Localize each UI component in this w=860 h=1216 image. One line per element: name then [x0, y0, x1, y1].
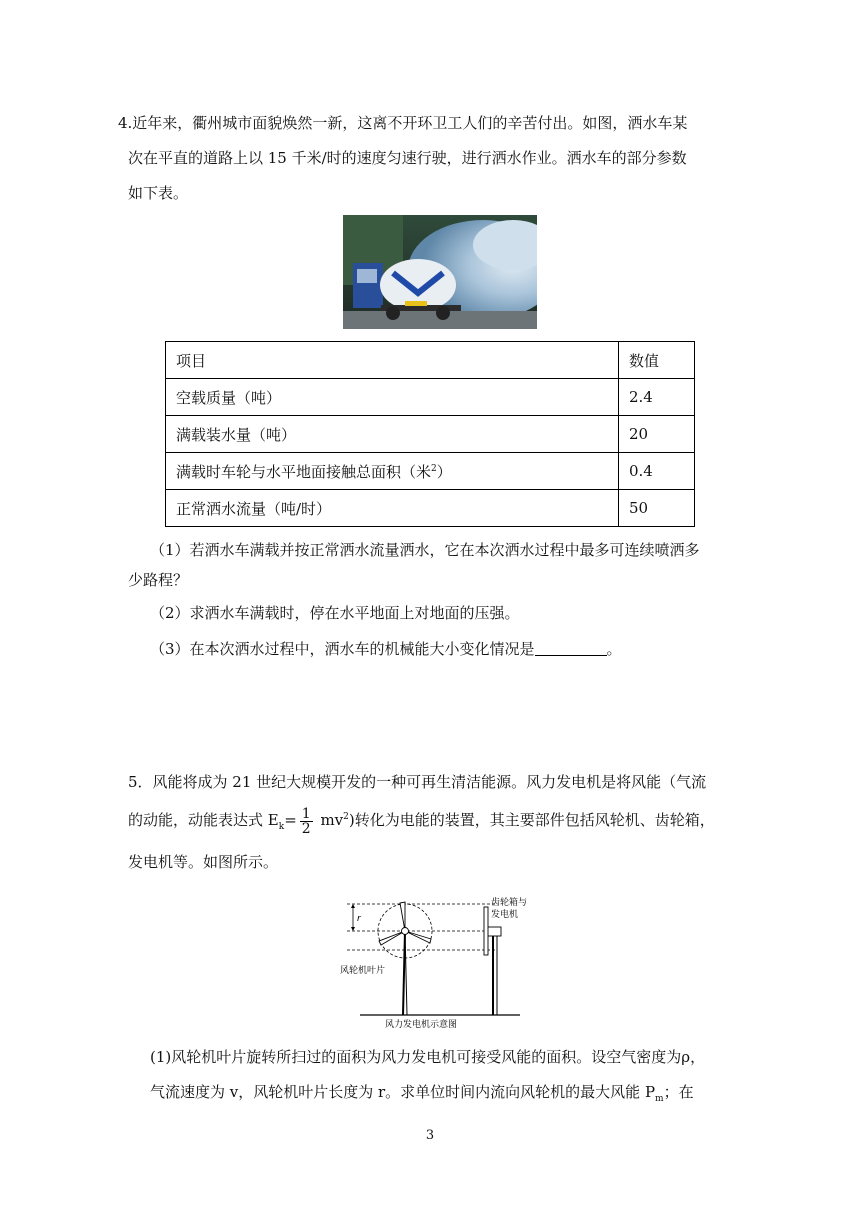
- problem-5-line-2: [128, 800, 733, 845]
- q3-suffix: 。: [606, 640, 622, 658]
- p5-q1-line-2-rest: ；在: [663, 1083, 694, 1101]
- fraction-numerator: 1: [301, 805, 311, 822]
- table-cell-item: 满载装水量（吨）: [166, 416, 619, 453]
- equals-sign: =: [284, 811, 297, 829]
- power-subscript: m: [655, 1094, 664, 1104]
- fraction-one-half: [300, 807, 313, 836]
- table-cell-value: 0.4: [619, 453, 695, 490]
- parameter-table: [165, 341, 695, 527]
- table-cell-item: 正常洒水流量（吨/时）: [166, 490, 619, 527]
- figure-caption: 风力发电机示意图: [385, 1020, 458, 1030]
- answer-blank[interactable]: [535, 641, 607, 656]
- area-exponent: 2: [431, 463, 437, 474]
- problem-4-line-1: 4.近年来，衢州城市面貌焕然一新，这离不开环卫工人们的辛苦付出。如图，洒水车某: [118, 114, 688, 132]
- page-number: 3: [425, 1128, 435, 1143]
- mv-text: mv: [315, 811, 344, 829]
- problem-5-line-2-rest: )转化为电能的装置，其主要部件包括风轮机、齿轮箱，: [348, 811, 715, 829]
- table-row: [166, 416, 695, 453]
- table-cell-value: 2.4: [619, 379, 695, 416]
- wind-turbine-figure: [335, 893, 535, 1033]
- area-label: 满载时车轮与水平地面接触总面积（米: [176, 462, 432, 481]
- p5-q1-line-1: (1)风轮机叶片旋转所扫过的面积为风力发电机可接受风能的面积。设空气密度为ρ，: [150, 1048, 706, 1066]
- kinetic-text: 的动能，动能表达式 E: [128, 811, 279, 829]
- problem-5-line-3: 发电机等。如图所示。: [128, 853, 279, 871]
- q1-line-1: （1）若洒水车满载并按正常洒水流量洒水，它在本次洒水过程中最多可连续喷洒多: [150, 541, 700, 559]
- table-cell-item: 空载质量（吨）: [166, 379, 619, 416]
- label-gearbox-2: 发电机: [491, 910, 519, 920]
- table-cell-value: 50: [619, 490, 695, 527]
- velocity-exponent: 2: [343, 812, 349, 822]
- q1-line-2: 少路程？: [128, 571, 189, 589]
- problem-4-stem: [118, 106, 728, 211]
- area-label-close: ）: [436, 462, 452, 481]
- p5-q1-line-2-text: 气流速度为 v，风轮机叶片长度为 r。求单位时间内流向风轮机的最大风能 P: [150, 1083, 656, 1101]
- q3-text: （3）在本次洒水过程中，洒水车的机械能大小变化情况是: [150, 640, 535, 658]
- label-blade: 风轮机叶片: [340, 966, 386, 976]
- problem-4-question-2: （2）求洒水车满载时，停在水平地面上对地面的压强。: [150, 604, 520, 622]
- table-header-value: 数值: [619, 342, 695, 379]
- problem-4-line-2: 次在平直的道路上以 15 千米/时的速度匀速行驶，进行洒水作业。洒水车的部分参数: [128, 149, 687, 167]
- p5-q1-line-2: [150, 1075, 740, 1117]
- problem-4-question-1: [128, 535, 735, 595]
- fraction-denominator: 2: [301, 820, 311, 837]
- problem-5-stem: [128, 765, 733, 880]
- label-r: r: [357, 914, 361, 924]
- problem-4-question-3: [150, 634, 622, 664]
- table-cell-item: [166, 453, 619, 490]
- table-row: [166, 453, 695, 490]
- problem-5-question-1: [150, 1040, 740, 1117]
- kinetic-subscript: k: [278, 822, 285, 832]
- sprinkler-truck-photo: [343, 215, 537, 329]
- table-cell-value: 20: [619, 416, 695, 453]
- table-header-row: [166, 342, 695, 379]
- problem-5-line-1: 5．风能将成为 21 世纪大规模开发的一种可再生清洁能源。风力发电机是将风能（气流: [128, 773, 707, 791]
- table-row: [166, 379, 695, 416]
- table-header-item: 项目: [166, 342, 619, 379]
- table-row: [166, 490, 695, 527]
- label-gearbox-1: 齿轮箱与: [491, 898, 528, 908]
- problem-4-line-3: 如下表。: [128, 184, 189, 202]
